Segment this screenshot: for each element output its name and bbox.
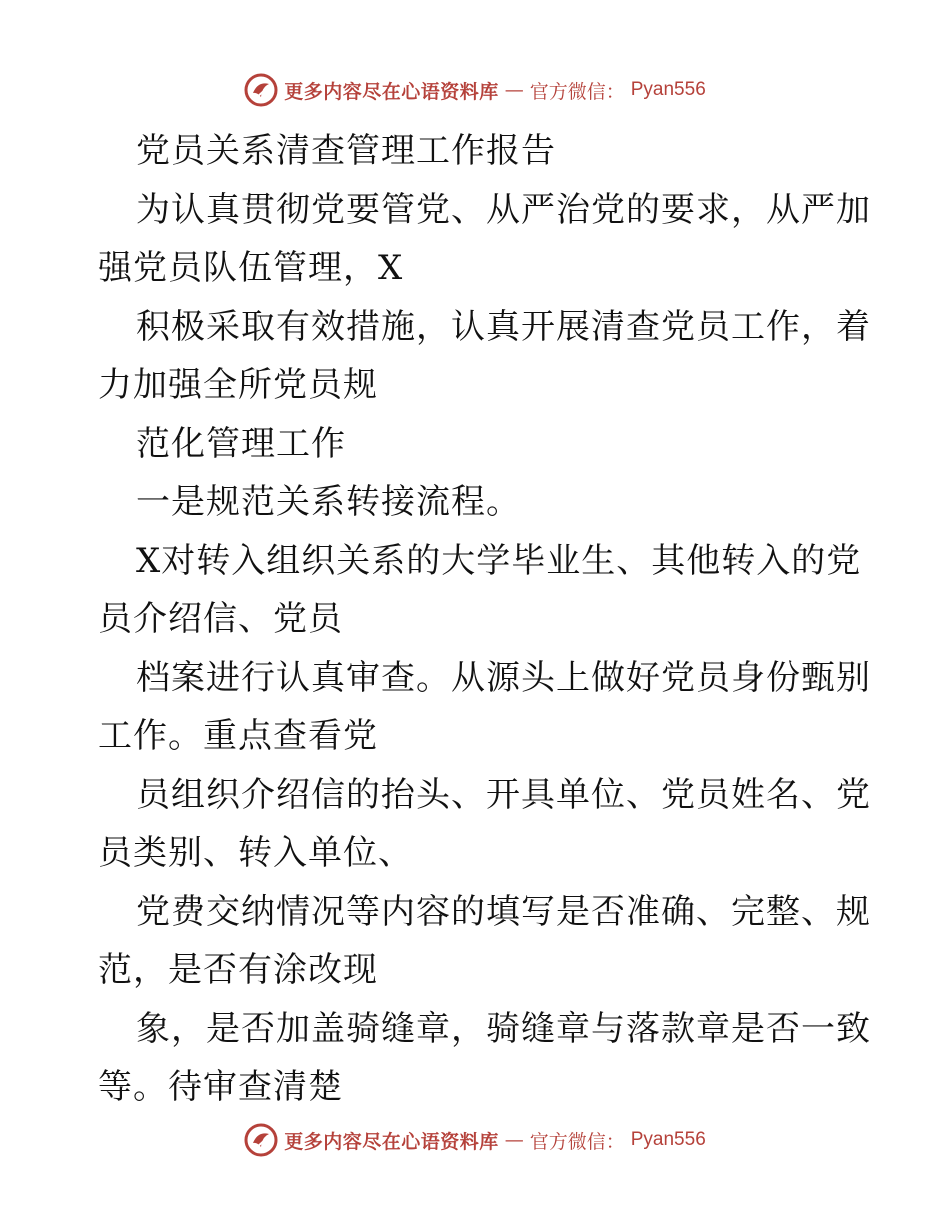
banner-dash: — bbox=[504, 1129, 524, 1151]
banner-contact-id: Pyan556 bbox=[630, 79, 706, 100]
text-line: X对转入组织关系的大学毕业生、其他转入的党 bbox=[136, 540, 862, 581]
text-line: 档案进行认真审查。从源头上做好党员身份甄别 bbox=[136, 657, 871, 698]
footer-watermark-banner bbox=[0, 1120, 950, 1160]
text-line: 力加强全所党员规 bbox=[98, 365, 378, 405]
banner-contact-id: Pyan556 bbox=[630, 1129, 706, 1150]
text-line: 范，是否有涂改现 bbox=[98, 950, 378, 990]
header-watermark-banner bbox=[0, 70, 950, 110]
text-line: 一是规范关系转接流程。 bbox=[136, 482, 521, 522]
text-line: 员介绍信、党员 bbox=[98, 599, 343, 639]
document-title: 党员关系清查管理工作报告 bbox=[136, 131, 556, 171]
text-line: 员组织介绍信的抬头、开具单位、党员姓名、党 bbox=[136, 774, 871, 815]
banner-contact-label: 官方微信： bbox=[529, 80, 625, 103]
text-line: 范化管理工作 bbox=[136, 423, 346, 464]
text-line: 工作。重点查看党 bbox=[98, 716, 378, 756]
text-line: 党费交纳情况等内容的填写是否准确、完整、规 bbox=[136, 891, 871, 932]
text-line: 积极采取有效措施，认真开展清查党员工作，着 bbox=[136, 306, 871, 347]
text-line: 等。待审查清楚 bbox=[98, 1067, 343, 1107]
text-line: 象，是否加盖骑缝章，骑缝章与落款章是否一致 bbox=[136, 1008, 871, 1049]
banner-contact-label: 官方微信： bbox=[529, 1130, 625, 1153]
text-line: 员类别、转入单位、 bbox=[98, 833, 413, 873]
text-line: 强党员队伍管理，X bbox=[98, 248, 404, 288]
red-swirl-logo-icon bbox=[244, 1123, 278, 1157]
banner-brand-text: 更多内容尽在心语资料库 bbox=[284, 80, 499, 103]
banner-brand-text: 更多内容尽在心语资料库 bbox=[284, 1130, 499, 1153]
banner-dash: — bbox=[504, 79, 524, 101]
document-body bbox=[98, 122, 871, 1117]
red-swirl-logo-icon bbox=[244, 73, 278, 107]
text-line: 为认真贯彻党要管党、从严治党的要求，从严加 bbox=[136, 189, 871, 230]
